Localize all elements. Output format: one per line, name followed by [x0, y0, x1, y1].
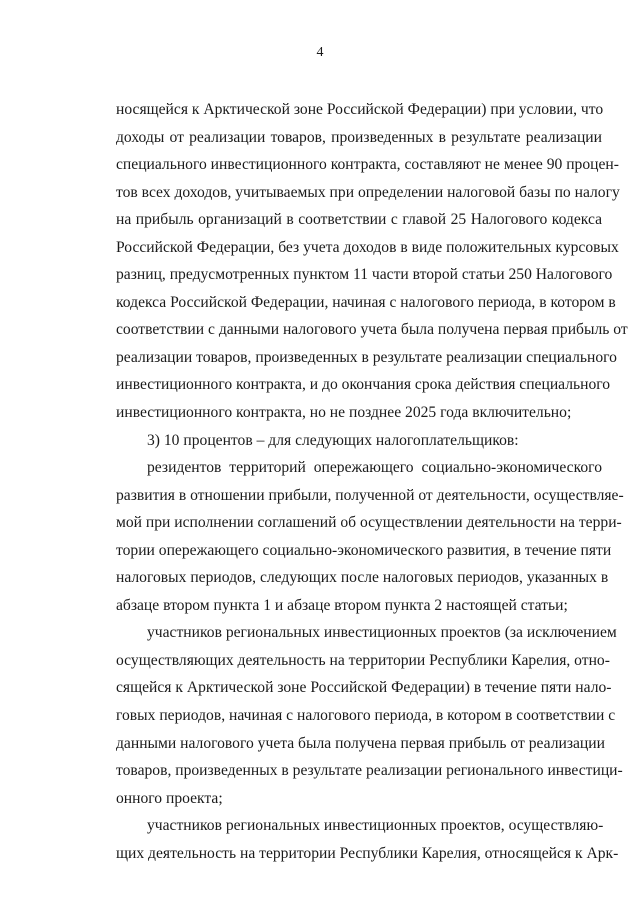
text-line: разниц, предусмотренных пунктом 11 части второй статьи 250 Налогового: [116, 266, 613, 284]
text-line: онного проекта;: [116, 789, 223, 807]
body-text: [116, 96, 628, 867]
paragraph: [116, 619, 623, 812]
text-line: инвестиционного контракта, но не позднее 2025 года включительно;: [116, 404, 572, 422]
text-line: специального инвестиционного контракта, составляют не менее 90 процен-: [116, 156, 619, 174]
text-line: налоговых периодов, следующих после налоговых периодов, указанных в: [116, 569, 609, 587]
paragraph: [116, 96, 628, 427]
text-line: соответствии с данными налогового учета была получена первая прибыль от: [116, 321, 628, 339]
paragraph: [116, 454, 624, 619]
text-line: говых периодов, начиная с налогового периода, в котором в соответствии с: [116, 707, 616, 725]
text-line: резидентов территорий опережающего социально-экономического: [147, 459, 602, 477]
text-line: абзаце втором пункта 1 и абзаце втором пункта 2 настоящей статьи;: [116, 596, 568, 614]
text-line: тов всех доходов, учитываемых при определении налоговой базы по налогу: [116, 183, 620, 201]
text-line: данными налогового учета была получена первая прибыль от реализации: [116, 734, 605, 752]
paragraph: [116, 812, 619, 867]
text-line: реализации товаров, произведенных в результате реализации специального: [116, 348, 617, 366]
text-line: кодекса Российской Федерации, начиная с налогового периода, в котором в: [116, 293, 616, 311]
text-line: 3) 10 процентов – для следующих налогоплательщиков:: [147, 431, 519, 449]
text-line: сящейся к Арктической зоне Российской Федерации) в течение пяти нало-: [116, 679, 612, 697]
text-line: участников региональных инвестиционных проектов (за исключением: [147, 624, 617, 642]
text-line: доходы от реализации товаров, произведенных в результате реализации: [116, 128, 602, 146]
text-line: щих деятельность на территории Республики Карелия, относящейся к Арк-: [116, 844, 619, 862]
text-line: развития в отношении прибыли, полученной от деятельности, осуществляе-: [116, 486, 624, 504]
text-line: товаров, произведенных в результате реализации регионального инвестици-: [116, 762, 623, 780]
text-line: участников региональных инвестиционных проектов, осуществляю-: [147, 817, 604, 835]
text-line: Российской Федерации, без учета доходов в виде положительных курсовых: [116, 238, 619, 256]
paragraph: [116, 427, 602, 455]
text-line: носящейся к Арктической зоне Российской Федерации) при условии, что: [116, 101, 604, 118]
page-number: 4: [316, 45, 324, 60]
text-line: тории опережающего социально-экономического развития, в течение пяти: [116, 541, 612, 559]
text-line: мой при исполнении соглашений об осуществлении деятельности на терри-: [116, 514, 622, 532]
text-line: осуществляющих деятельность на территории Республики Карелия, отно-: [116, 651, 610, 669]
text-line: на прибыль организаций в соответствии с главой 25 Налогового кодекса: [116, 211, 602, 229]
text-line: инвестиционного контракта, и до окончания срока действия специального: [116, 376, 611, 394]
